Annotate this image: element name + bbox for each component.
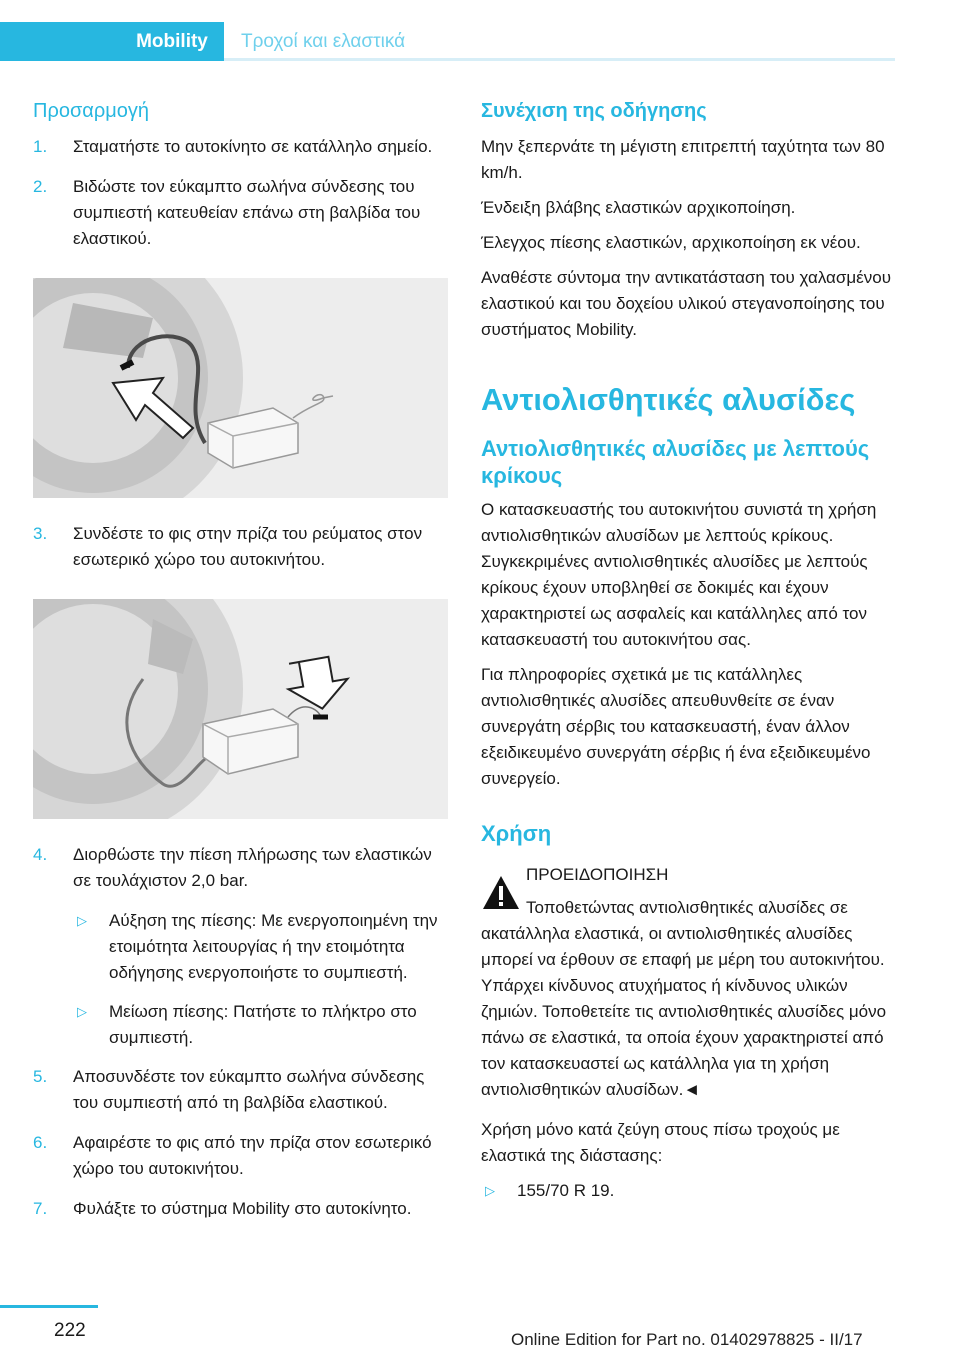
header-rule: [224, 58, 895, 61]
usage-heading: Χρήση: [481, 821, 552, 846]
snow-chains-heading: Αντιολισθητικές αλυσίδες: [481, 382, 856, 417]
fine-link-chains-heading: Αντιολισθητικές αλυσίδες με λεπτούς κρίκους: [481, 436, 870, 488]
bullet-item: [73, 908, 448, 986]
step-item: [33, 1064, 448, 1116]
step-text: Αφαιρέστε το φις από την πρίζα στον εσωτερικό χώρο του αυτοκινήτου.: [73, 1133, 432, 1178]
step-text: Φυλάξτε το σύστημα Mobility στο αυτοκίνητο.: [73, 1199, 412, 1218]
paragraph: Έλεγχος πίεσης ελαστικών, αρχικοποίηση εκ νέου.: [481, 233, 861, 252]
step-item: [33, 842, 448, 894]
triangle-bullet-icon: ▷: [77, 913, 87, 928]
triangle-bullet-icon: ▷: [77, 1004, 87, 1019]
warning-text: Τοποθετώντας αντιολισθητικές αλυσίδες σε ακατάλληλα ελαστικά, οι αντιολισθητικές αλυσίδες μπορεί να έρθουν σε επαφή με μέρη του αυτοκινήτου. Υπάρχει κίνδυνος ατυχήματος ή κίνδυνος υλικών ζημιών. Τοποθετείτε τις αντιολισθητικές αλυσίδες μόνο πάνω σε ελαστικά, τα οποία έχουν χαρακτηριστεί από τον κατασκευαστεί ως κατάλληλα για τη χρήση αντιολισθητικών αλυσίδων.◄: [481, 898, 887, 1099]
step-number: 7.: [33, 1199, 48, 1218]
paragraph: Ο κατασκευαστής του αυτοκινήτου συνιστά τη χρήση αντιολισθητικών αλυσίδων με λεπτούς κρίκους. Συγκεκριμένες αντιολισθητικές αλυσίδες με λεπτούς κρίκους έχουν υποβληθεί σε δοκιμές και έχουν χαρακτηριστεί ως ασφαλείς και κατάλληλες από τον κατασκευαστή του αυτοκινήτου σας.: [481, 500, 877, 649]
step-text: Αποσυνδέστε τον εύκαμπτο σωλήνα σύνδεσης του συμπιεστή από τη βαλβίδα ελαστικού.: [73, 1067, 425, 1112]
footer-rule: [0, 1305, 98, 1308]
usage-text: Χρήση μόνο κατά ζεύγη στους πίσω τροχούς με ελαστικά της διάστασης:: [481, 1120, 840, 1165]
step-number: 4.: [33, 845, 48, 864]
header-color-block: [0, 22, 120, 61]
step-text: Συνδέστε το φις στην πρίζα του ρεύματος στον εσωτερικό χώρο του αυτοκινήτου.: [73, 524, 423, 569]
step-number: 3.: [33, 524, 48, 543]
step-number: 6.: [33, 1133, 48, 1152]
step-item: [33, 174, 448, 252]
step-number: 2.: [33, 177, 48, 196]
step-item: [33, 521, 448, 573]
step-item: [33, 1196, 448, 1222]
page-number: 222: [54, 1320, 86, 1341]
step-number: 5.: [33, 1067, 48, 1086]
triangle-bullet-icon: ▷: [485, 1183, 495, 1198]
step-item: [33, 134, 448, 160]
figure-plug-socket: [33, 599, 448, 819]
step-text: Βιδώστε τον εύκαμπτο σωλήνα σύνδεσης του συμπιεστή κατευθείαν επάνω στη βαλβίδα του ελαστικού.: [73, 177, 421, 248]
step-text: Σταματήστε το αυτοκίνητο σε κατάλληλο σημείο.: [73, 137, 433, 156]
step-text: Διορθώστε την πίεση πλήρωσης των ελαστικών σε τουλάχιστον 2,0 bar.: [73, 845, 432, 890]
paragraph: Μην ξεπερνάτε τη μέγιστη επιτρεπτή ταχύτητα των 80 km/h.: [481, 137, 885, 182]
figure-hose-on-valve: [33, 278, 448, 498]
bullet-item: [73, 999, 448, 1051]
bullet-text: Αύξηση της πίεσης: Με ενεργοποιημένη την ετοιμότητα λειτουργίας ή την ετοιμότητα οδήγησης ενεργοποιήστε το συμπιεστή.: [109, 911, 438, 982]
sub-bullets: [73, 908, 448, 1051]
left-column: [33, 98, 448, 1236]
continue-driving-heading: Συνέχιση της οδήγησης: [481, 100, 707, 122]
bullet-item: [481, 1178, 899, 1204]
header-chapter-title: Τροχοί και ελαστικά: [241, 31, 406, 52]
warning-block: [481, 862, 899, 888]
paragraph: Ένδειξη βλάβης ελαστικών αρχικοποίηση.: [481, 198, 796, 217]
paragraph: Αναθέστε σύντομα την αντικατάσταση του χαλασμένου ελαστικού και του δοχείου υλικού στεγανοποίησης του συστήματος Mobility.: [481, 268, 892, 339]
page-header: [0, 22, 895, 61]
adjustment-heading: Προσαρμογή: [33, 100, 149, 122]
tire-size-text: 155/70 R 19.: [517, 1181, 615, 1200]
warning-triangle-icon: [481, 874, 521, 912]
right-column: [481, 98, 899, 1217]
header-section-tab: Mobility: [120, 22, 224, 61]
edition-note: Online Edition for Part no. 01402978825 - II/17: [511, 1330, 863, 1349]
warning-title: ΠΡΟΕΙΔΟΠΟΙΗΣΗ: [526, 865, 669, 884]
bullet-text: Μείωση πίεσης: Πατήστε το πλήκτρο στο συμπιεστή.: [109, 1002, 417, 1047]
step-number: 1.: [33, 137, 48, 156]
paragraph: Για πληροφορίες σχετικά με τις κατάλληλες αντιολισθητικές αλυσίδες απευθυνθείτε σε έναν συνεργάτη σέρβις του κατασκευαστή, έναν άλλον εξειδικευμένο συνεργάτη σέρβις ή ένα εξειδικευμένο συνεργείο.: [481, 665, 871, 788]
step-item: [33, 1130, 448, 1182]
